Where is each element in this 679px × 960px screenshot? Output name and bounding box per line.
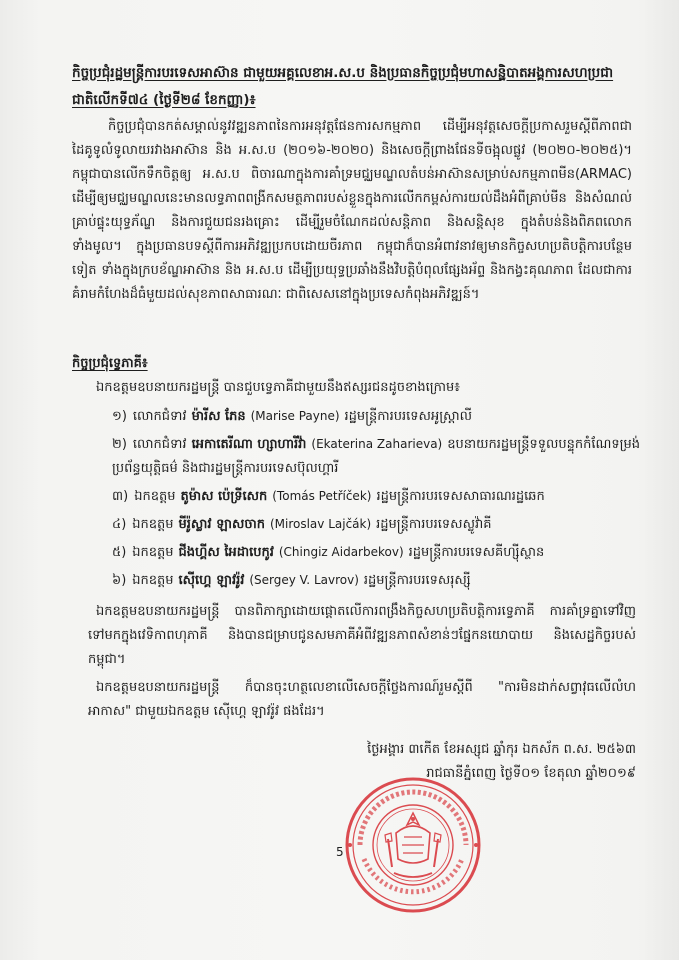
person-role: រដ្ឋមន្ត្រីការបរទេសរុស្ស៊ី [363, 573, 471, 588]
date-lunar: ថ្ងៃអង្គារ ៣កើត ខែអស្សុជ ឆ្នាំកុរ ឯកស័ក ព.ស. ២៥៦៣ [367, 742, 636, 757]
honorific: ឯកឧត្តម [132, 573, 174, 588]
list-number: ៥) [112, 545, 127, 560]
paragraph-signing: ឯកឧត្តមឧបនាយករដ្ឋមន្ត្រី ក៏បានចុះហត្ថលេខាលើសេចក្តីថ្លែងការណ៍រួមស្តីពី "ការមិនដាក់សព្វាវុធលើលំហអាកាស" ជាមួយឯកឧត្តម ស៊ើហ្គេ ឡាវរ៉ូវ ផងដែរ។ [88, 680, 636, 719]
list-number: ១) [112, 409, 127, 424]
person-role: រដ្ឋមន្ត្រីការបរទេសអូស្ត្រាលី [344, 409, 472, 424]
honorific: លោកជំទាវ [132, 409, 187, 424]
honorific: ឯកឧត្តម [132, 517, 174, 532]
list-item [112, 540, 642, 565]
date-gregorian: រាជធានីភ្នំពេញ ថ្ងៃទី០១ ខែតុលា ឆ្នាំ២០១៩ [426, 766, 636, 781]
person-latin-name: (Chingiz Aidarbekov) [278, 545, 404, 559]
list-item [112, 404, 642, 429]
person-role: រដ្ឋមន្ត្រីការបរទេសសាធារណរដ្ឋឆេក [376, 489, 545, 504]
list-item [112, 568, 642, 593]
person-latin-name: (Ekaterina Zaharieva) [311, 437, 443, 451]
bilateral-subheading: កិច្ចប្រជុំទ្វេភាគី៖ [72, 356, 148, 371]
person-latin-name: (Marise Payne) [250, 409, 340, 423]
list-item [112, 484, 642, 509]
official-seal-stamp [340, 775, 486, 915]
person-name: មីរ៉ូស្លាវ ឡាសចាក [178, 517, 265, 532]
list-item [112, 512, 642, 537]
person-latin-name: (Miroslav Lajčák) [269, 517, 372, 531]
person-latin-name: (Tomás Petříček) [272, 489, 372, 503]
paragraph-discussion: ឯកឧត្តមឧបនាយករដ្ឋមន្ត្រី បានពិភាក្សាដោយផ្តោតលើការពង្រឹងកិច្ចសហប្រតិបត្តិការទ្វេភាគី ការគាំទ្រគ្នាទៅវិញទៅមកក្នុងវេទិកាពហុភាគី និងបានជម្រាបជូនសមភាគីអំពីវឌ្ឍនភាពសំខាន់ៗផ្នែកនយោបាយ និងសេដ្ឋកិច្ចរបស់កម្ពុជា។ [88, 604, 636, 667]
person-role: រដ្ឋមន្ត្រីការបរទេសគីហ្ស៊ីស្ថាន [408, 545, 545, 560]
person-name: អេកាតេរីណា ហ្សាហារីវ៉ា [191, 437, 307, 452]
meetings-list [112, 404, 642, 596]
page-number: 5 [336, 845, 344, 859]
paragraph-multilateral: កិច្ចប្រជុំបានកត់សម្គាល់នូវវឌ្ឍនភាពនៃការអនុវត្តផែនការសកម្មភាព ដើម្បីអនុវត្តសេចក្តីប្រកាសរួមស្តីពីភាពជាដៃគូទូលំទូលាយរវាងអាស៊ាន និង អ.ស.ប (២០១៦-២០២០) និងសេចក្តីព្រាងផែនទីចង្អុលផ្លូវ (២០២០-២០២៥)។ កម្ពុជាបានលើកទឹកចិត្តឲ្យ អ.ស.ប ពិចារណាក្នុងការគាំទ្រមជ្ឈមណ្ឌលតំបន់អាស៊ានសម្រាប់សកម្មភាពមីន(ARMAC) ដើម្បីឲ្យមជ្ឈមណ្ឌលនេះមានលទ្ធភាពពង្រីកសមត្ថភាពរបស់ខ្លួនក្នុងការលើកកម្ពស់ការយល់ដឹងអំពីគ្រាប់មីន និងសំណល់គ្រាប់ផ្ទុះយុទ្ធភ័ណ្ឌ និងការជួយជនរងគ្រោះ ដើម្បីរួមចំណែកដល់សន្តិភាព និងសន្តិសុខ ក្នុងតំបន់និងពិភពលោកទាំងមូល។ ក្នុងប្រធានបទស្តីពីការអភិវឌ្ឍប្រកបដោយចីរភាព កម្ពុជាក៏បានអំពាវនាវឲ្យមានកិច្ចសហប្រតិបត្តិការបន្ថែមទៀត ទាំងក្នុងក្របខ័ណ្ឌអាស៊ាន និង អ.ស.ប ដើម្បីប្រយុទ្ធប្រឆាំងនឹងវិបត្តិបំពុលផ្សែងអ័ព្ទ និងកង្វះគុណភាព ដែលជាការគំរាមកំហែងដ៏ធំមួយដល់សុខភាពសាធារណៈ ជាពិសេសនៅក្នុងប្រទេសកំពុងអភិវឌ្ឍន៍។ [72, 119, 632, 302]
list-number: ៣) [112, 489, 129, 504]
person-latin-name: (Sergey V. Lavrov) [249, 573, 359, 587]
honorific: លោកជំទាវ [132, 437, 187, 452]
person-role: ឧបនាយករដ្ឋមន្ត្រីទទួលបន្ទុកកំណែទម្រង់ប្រព័ន្ធយុត្តិធម៌ និងជារដ្ឋមន្ត្រីការបរទេសប៊ុលហ្គារី [112, 437, 641, 476]
honorific: ឯកឧត្តម [134, 489, 176, 504]
list-number: ៤) [112, 517, 127, 532]
list-item [112, 432, 642, 481]
person-name: ជីងហ្គីស អៃដាបេកូវ [178, 545, 274, 560]
person-name: ស៊ើហ្គេ ឡាវរ៉ូវ [178, 573, 245, 588]
person-name: ម៉ារីស ភែន [191, 409, 246, 424]
document-title: កិច្ចប្រជុំរដ្ឋមន្ត្រីការបរទេសអាស៊ាន ជាមួយអគ្គលេខាអ.ស.ប និងប្រធានកិច្ចប្រជុំមហាសន្និបាតអង្គការសហប្រជាជាតិលើកទី៧៤ (ថ្ងៃទី២៨ ខែកញ្ញា)៖ [72, 65, 614, 108]
list-number: ៦) [112, 573, 127, 588]
bilateral-intro: ឯកឧត្តមឧបនាយករដ្ឋមន្ត្រី បានជួបទ្វេភាគីជាមួយនឹងឥស្សរជនដូចខាងក្រោម៖ [96, 380, 460, 395]
person-name: តូម៉ាស ប៉េទ្រីសេក [180, 489, 268, 504]
list-number: ២) [112, 437, 127, 452]
person-role: រដ្ឋមន្ត្រីការបរទេសស្លូវ៉ាគី [376, 517, 492, 532]
honorific: ឯកឧត្តម [132, 545, 174, 560]
